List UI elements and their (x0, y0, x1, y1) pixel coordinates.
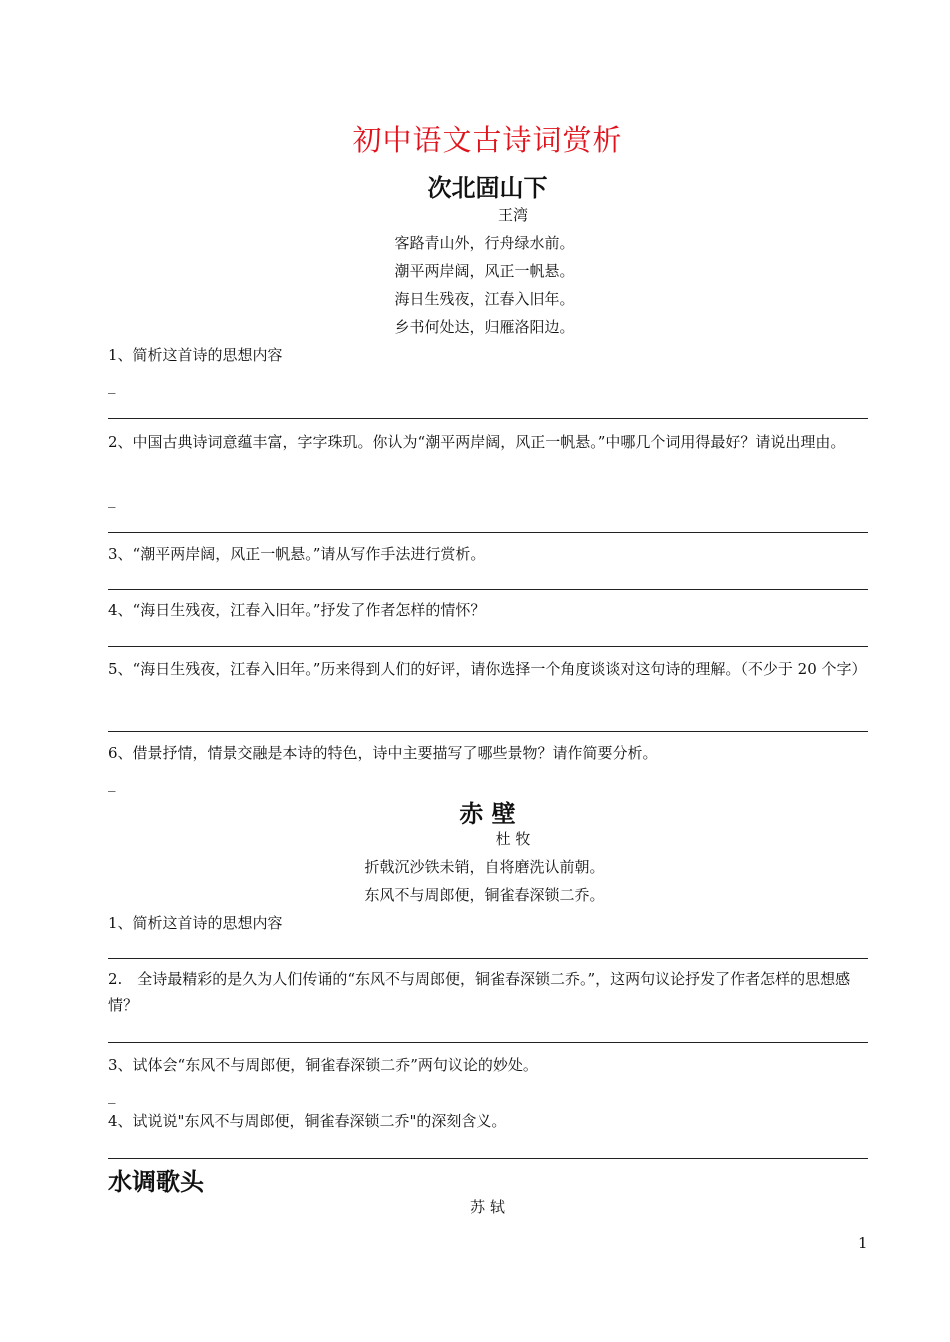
answer-line (108, 1042, 868, 1043)
poem2-question-4: 4、试说说"东风不与周郎便，铜雀春深锁二乔"的深刻含义。 (108, 1112, 507, 1130)
answer-blank: _ (108, 376, 116, 394)
poem1-author: 王湾 (497, 206, 528, 224)
document-title: 初中语文古诗词赏析 (352, 123, 623, 157)
poem2-line-2: 东风不与周郎便，铜雀春深锁二乔。 (364, 886, 605, 904)
poem2-title: 赤 壁 (459, 800, 516, 828)
poem2-line-1: 折戟沉沙铁未销，自将磨洗认前朝。 (364, 858, 605, 876)
poem2-question-1: 1、简析这首诗的思想内容 (108, 914, 283, 932)
poem1-question-3: 3、“潮平两岸阔，风正一帆悬。”请从写作手法进行赏析。 (108, 545, 486, 563)
poem1-line-2: 潮平两岸阔，风正一帆悬。 (394, 262, 575, 280)
poem3-author: 苏 轼 (470, 1198, 505, 1216)
poem1-question-5: 5、“海日生残夜，江春入旧年。”历来得到人们的好评，请你选择一个角度谈谈对这句诗的理解。（不少于 20 个字） (108, 660, 867, 678)
page-number: 1 (858, 1234, 868, 1252)
answer-blank: _ (108, 490, 116, 508)
poem1-question-1: 1、简析这首诗的思想内容 (108, 346, 283, 364)
answer-line (108, 589, 868, 590)
answer-line (108, 731, 868, 732)
answer-line (108, 646, 868, 647)
poem2-question-2: 2. 全诗最精彩的是久为人们传诵的“东风不与周郎便，铜雀春深锁二乔。”，这两句议论抒发了作者怎样的思想感情？ (108, 970, 851, 1014)
poem1-line-1: 客路青山外，行舟绿水前。 (394, 234, 575, 252)
answer-line (108, 532, 868, 533)
poem1-line-3: 海日生残夜，江春入旧年。 (394, 290, 575, 308)
poem2-question-3: 3、试体会“东风不与周郎便，铜雀春深锁二乔”两句议论的妙处。 (108, 1056, 538, 1074)
poem1-line-4: 乡书何处达，归雁洛阳边。 (394, 318, 575, 336)
poem2-author: 杜 牧 (495, 830, 531, 848)
poem1-question-6: 6、借景抒情，情景交融是本诗的特色，诗中主要描写了哪些景物？请作简要分析。 (108, 744, 658, 762)
poem1-question-2: 2、中国古典诗词意蕴丰富，字字珠玑。你认为“潮平两岸阔，风正一帆悬。”中哪几个词用得最好？请说出理由。 (108, 433, 846, 451)
answer-blank: _ (108, 1086, 116, 1104)
answer-line (108, 418, 868, 419)
poem1-title: 次北固山下 (427, 174, 548, 202)
answer-line (108, 1158, 868, 1159)
poem1-question-4: 4、“海日生残夜，江春入旧年。”抒发了作者怎样的情怀？ (108, 601, 486, 619)
answer-blank: _ (108, 774, 116, 792)
answer-line (108, 958, 868, 959)
poem3-title: 水调歌头 (108, 1168, 204, 1196)
